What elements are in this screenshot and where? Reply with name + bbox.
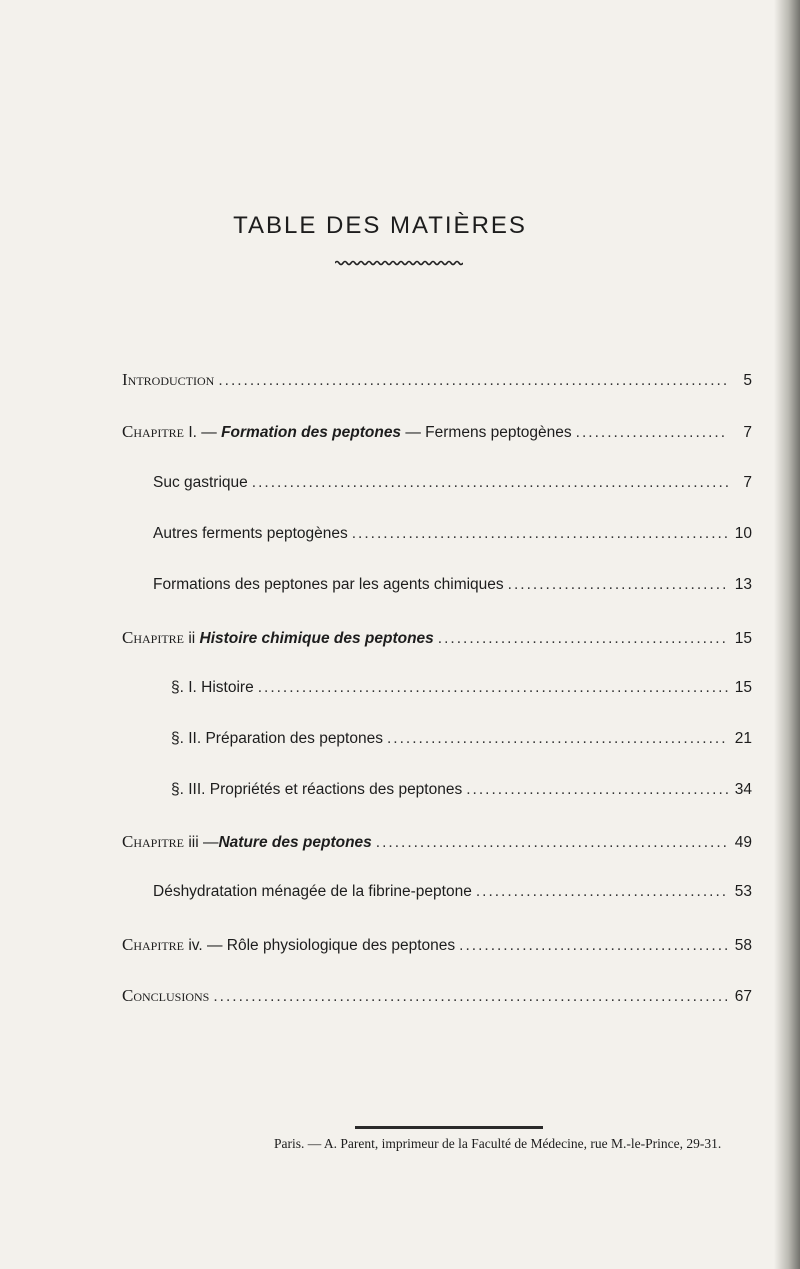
dot-leader (352, 525, 728, 543)
page-number: 15 (734, 630, 752, 647)
page-title: TABLE DES MATIÈRES (233, 212, 527, 239)
toc-entry: §. III. Propriétés et réactions des peptones ..... 34 (171, 781, 752, 799)
page-number: 53 (734, 883, 752, 900)
toc-entry: Introduction ..... 5 (122, 370, 752, 390)
page-number: 58 (734, 937, 752, 954)
dot-leader (376, 834, 728, 852)
dot-leader (438, 630, 728, 648)
printer-imprint: Paris. — A. Parent, imprimeur de la Faculté de Médecine, rue M.-le-Prince, 29-31. (274, 1136, 722, 1151)
dot-leader (252, 474, 728, 492)
dot-leader (258, 679, 728, 697)
page-number: 21 (734, 730, 752, 747)
page-edge-shadow (774, 0, 800, 1269)
dot-leader (576, 424, 728, 442)
page-number: 15 (734, 679, 752, 696)
page-number: 67 (734, 988, 752, 1005)
toc-entry: Chapitre I. — Formation des peptones — Fermens peptogènes ..... 7 (122, 422, 752, 442)
toc-entry: Déshydratation ménagée de la fibrine-peptone ..... 53 (153, 883, 752, 901)
page-number: 34 (734, 781, 752, 798)
dot-leader (508, 576, 728, 594)
page-number: 49 (734, 834, 752, 851)
toc-entry: §. I. Histoire ..... 15 (171, 679, 752, 697)
dot-leader (466, 781, 728, 799)
page-number: 7 (743, 474, 752, 491)
dot-leader (218, 372, 728, 390)
dot-leader (459, 937, 728, 955)
toc-entry: §. II. Préparation des peptones ..... 21 (171, 730, 752, 748)
toc-entry: Autres ferments peptogènes ..... 10 (153, 525, 752, 543)
toc-entry: Chapitre iv. — Rôle physiologique des peptones ..... 58 (122, 935, 752, 955)
page-number: 7 (743, 424, 752, 441)
dot-leader (387, 730, 728, 748)
page-number: 13 (734, 576, 752, 593)
toc-entry: Chapitre iii —Nature des peptones ..... 49 (122, 832, 752, 852)
toc-entry: Conclusions ..... 67 (122, 986, 752, 1006)
page-number: 10 (734, 525, 752, 542)
toc-entry: Suc gastrique ..... 7 (153, 474, 752, 492)
toc-entry: Formations des peptones par les agents chimiques ..... 13 (153, 576, 752, 594)
dot-leader (213, 988, 728, 1006)
toc-entry: Chapitre ii Histoire chimique des peptones ..... 15 (122, 628, 752, 648)
wavy-rule-ornament (335, 260, 463, 266)
page-number: 5 (743, 372, 752, 389)
dot-leader (476, 883, 728, 901)
footer-rule (355, 1126, 543, 1129)
